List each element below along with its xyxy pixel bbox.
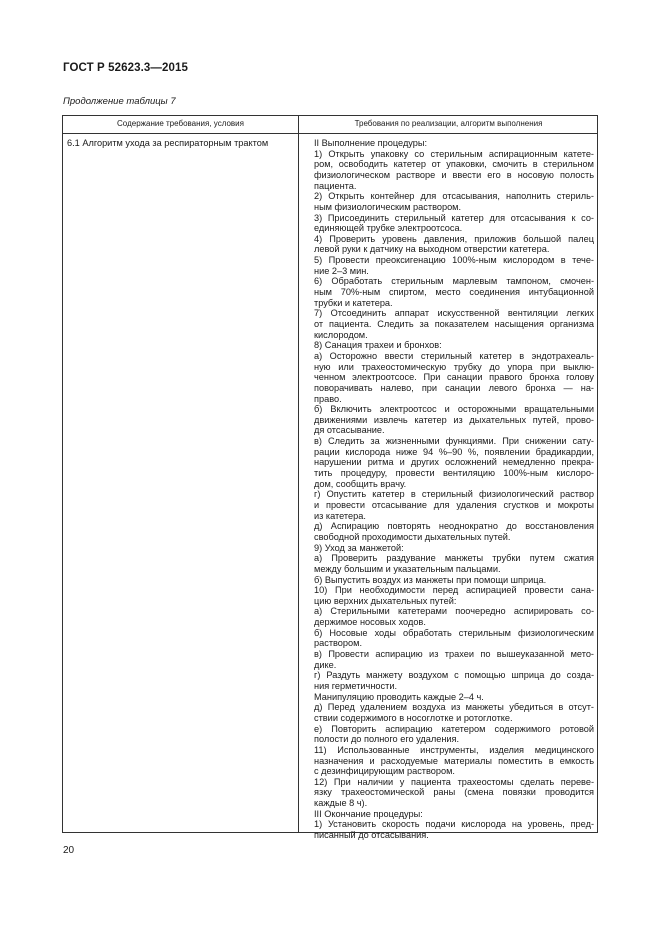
algorithm-line: назначения и расходуемые материалы поместить в емкость	[314, 755, 594, 766]
table-header-row	[63, 116, 597, 134]
algorithm-line: д) Аспирацию повторять неоднократно до восстановления	[314, 521, 594, 532]
algorithm-line: с дезинфицирующим раствором.	[314, 766, 455, 777]
algorithm-line: ние 2–3 мин.	[314, 265, 369, 276]
algorithm-line: ным физиологическим раствором.	[314, 201, 462, 212]
algorithm-line: 12) При наличии у пациента трахеостомы сделать переве-	[314, 776, 594, 787]
algorithm-line: б) Включить электроотсос и осторожными вращательными	[314, 404, 594, 415]
document-standard-title: ГОСТ Р 52623.3—2015	[63, 62, 188, 74]
algorithm-cell	[314, 138, 594, 841]
requirements-table	[62, 115, 598, 841]
column-header-algorithm: Требования по реализации, алгоритм выполнения	[354, 119, 543, 128]
algorithm-line: свободной проходимости дыхательных путей.	[314, 531, 511, 542]
algorithm-line: ствии содержимого в носоглотке и ротоглотке.	[314, 712, 513, 723]
algorithm-line: 9) Уход за манжетой:	[314, 542, 404, 553]
algorithm-line: каждые 8 ч).	[314, 798, 368, 809]
algorithm-line: а) Осторожно ввести стерильный катетер в эндотрахеаль-	[314, 350, 594, 361]
table-continuation-caption: Продолжение таблицы 7	[63, 96, 176, 107]
algorithm-line: а) Проверить раздувание манжеты трубки путем сжатия	[314, 553, 594, 564]
algorithm-line: ченном электроотсосе. При санации правого бронха голову	[314, 372, 594, 383]
algorithm-line: 8) Санация трахеи и бронхов:	[314, 340, 442, 351]
algorithm-line: II Выполнение процедуры:	[314, 138, 428, 148]
algorithm-line: от пациента. Следить за показателем насыщения организма	[314, 319, 594, 329]
algorithm-line: держимое носовых ходов.	[314, 617, 426, 628]
algorithm-line: 5) Провести преоксигенацию 100%-ным кислородом в тече-	[314, 255, 594, 266]
algorithm-line: дя отсасывание.	[314, 425, 385, 436]
algorithm-line: Манипуляцию проводить каждые 2–4 ч.	[314, 691, 484, 702]
algorithm-line: рации кислорода ниже 94 %–90 %, появлении брадикардии,	[314, 446, 594, 457]
algorithm-line: поворачивать налево, при санации левого бронха — на-	[314, 382, 594, 393]
algorithm-line: левой руки к датчику на выходном отверстии катетера.	[314, 244, 550, 255]
algorithm-line: нарушении ритма и других осложнений немедленно прекра-	[314, 457, 594, 468]
column-header-requirement: Содержание требования, условия	[117, 119, 244, 128]
algorithm-line: 1) Открыть упаковку со стерильным аспирационным катете-	[314, 148, 594, 159]
algorithm-line: дике.	[314, 659, 337, 670]
algorithm-line: 7) Отсоединить аппарат искусственной вентиляции легких	[314, 308, 594, 319]
algorithm-line: 11) Использованные инструменты, изделия медицинского	[314, 744, 594, 755]
algorithm-line: трубки и катетера.	[314, 297, 393, 308]
algorithm-line: д) Перед удалением воздуха из манжеты убедиться в отсут-	[314, 702, 594, 713]
algorithm-line: е) Повторить аспирацию катетером содержимого ротовой	[314, 723, 594, 734]
algorithm-line: раствором.	[314, 638, 362, 649]
algorithm-line: и провести отсасывание для удаления сгустков и мокроты	[314, 499, 594, 510]
algorithm-line: а) Стерильными катетерами поочередно аспирировать со-	[314, 606, 594, 617]
algorithm-line: ную или трахеостомическую трубку до упора при выклю-	[314, 361, 594, 372]
algorithm-line: между большим и указательным пальцами.	[314, 563, 501, 574]
requirement-cell: 6.1 Алгоритм ухода за респираторным трактом	[67, 138, 269, 148]
algorithm-line: цию верхних дыхательных путей:	[314, 595, 457, 606]
algorithm-line: физиологическом растворе и ввести его в носовую полость	[314, 169, 594, 180]
algorithm-line: в) Следить за жизненными функциями. При снижении сату-	[314, 436, 594, 447]
algorithm-line: г) Раздуть манжету воздухом с помощью шприца до созда-	[314, 670, 594, 681]
algorithm-line: ния герметичности.	[314, 681, 398, 691]
algorithm-line: дом, сообщить врачу.	[314, 478, 407, 489]
algorithm-line: право.	[314, 393, 342, 404]
algorithm-line: г) Опустить катетер в стерильный физиологический раствор	[314, 489, 594, 500]
algorithm-line: 2) Открыть контейнер для отсасывания, наполнить стериль-	[314, 191, 594, 202]
algorithm-line: 6) Обработать стерильным марлевым тампоном, смочен-	[314, 276, 594, 287]
algorithm-line: писанный до отсасывания.	[314, 830, 429, 841]
algorithm-line: ром, освободить катетер от упаковки, смочить в стерильном	[314, 159, 594, 170]
algorithm-line: б) Носовые ходы обработать стерильным физиологическим	[314, 627, 594, 638]
algorithm-line: 10) При необходимости перед аспирацией провести сана-	[314, 585, 594, 596]
algorithm-line: кислородом.	[314, 329, 368, 340]
algorithm-line: тить процедуру, провести вентиляцию 100%-ным кислоро-	[314, 468, 594, 479]
algorithm-line: из катетера.	[314, 510, 366, 521]
algorithm-line: 3) Присоединить стерильный катетер для отсасывания к со-	[314, 212, 594, 223]
algorithm-line: 1) Установить скорость подачи кислорода на уровень, пред-	[314, 819, 594, 830]
algorithm-line: 4) Проверить уровень давления, приложив большой палец	[314, 233, 594, 244]
algorithm-line: единяющей трубке электроотсоса.	[314, 223, 463, 234]
algorithm-line: полости до полного его удаления.	[314, 734, 460, 745]
page-number: 20	[63, 845, 75, 856]
algorithm-line: в) Провести аспирацию из трахеи по вышеуказанной мето-	[314, 649, 594, 660]
column-divider	[298, 116, 299, 832]
algorithm-line: язку трахеостомической раны (смена повязки проводится	[314, 787, 594, 798]
algorithm-line: пациента.	[314, 180, 357, 191]
algorithm-line: III Окончание процедуры:	[314, 808, 423, 819]
algorithm-line: движениями извлечь катетер из дыхательных путей, прово-	[314, 414, 594, 425]
algorithm-line: ным 70%-ным спиртом, место соединения интубационной	[314, 287, 594, 298]
algorithm-line: б) Выпустить воздух из манжеты при помощи шприца.	[314, 574, 547, 585]
